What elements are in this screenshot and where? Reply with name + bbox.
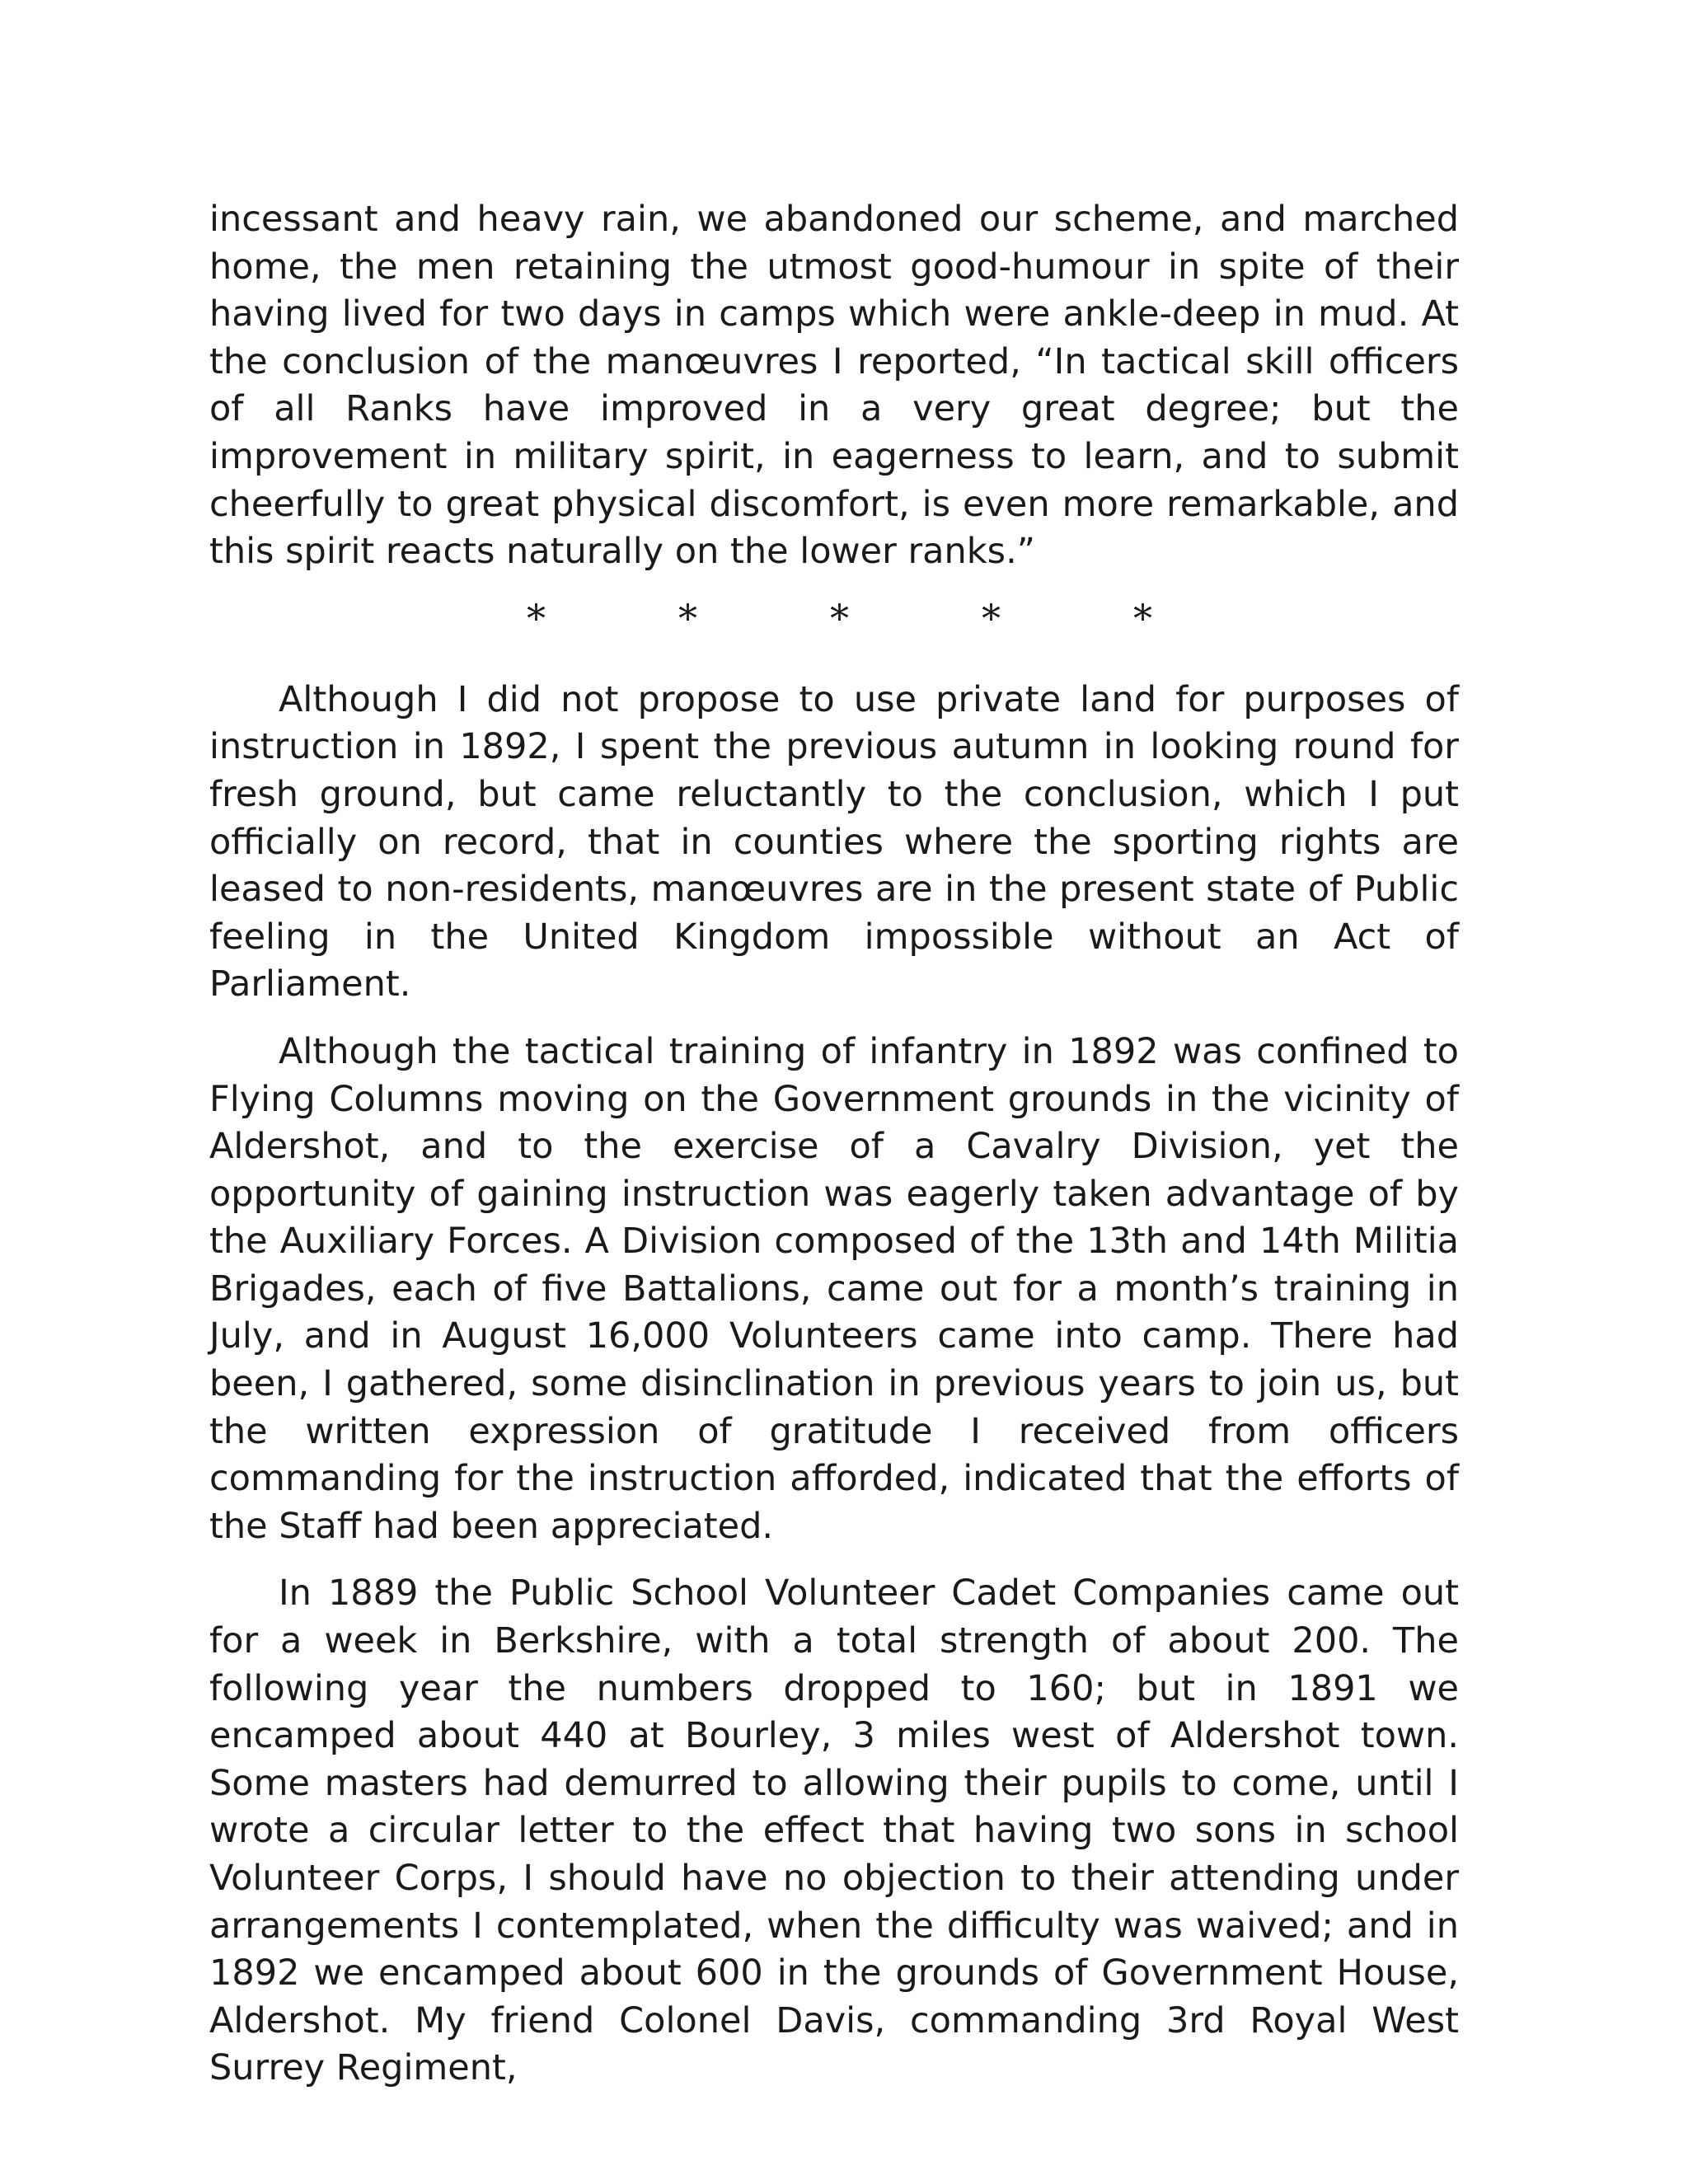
asterisk-3: * bbox=[830, 595, 849, 640]
asterisk-2: * bbox=[678, 595, 697, 640]
paragraph-2: Although I did not propose to use private land for purposes of instruction in 1892, I spent the previous autumn in looking round for fresh ground, but came reluctantly to the conclusion, which I put officially on record, that in counties where the sporting rights are leased to non-residents, manœuvres are in the present state of Public feeling in the United Kingdom impossible without an Act of Parliament. bbox=[209, 678, 1459, 1005]
asterisk-1: * bbox=[527, 595, 546, 640]
paragraph-4: In 1889 the Public School Volunteer Cadet Companies came out for a week in Berkshire, with a total strength of about 200. The following year the numbers dropped to 160; but in 1891 we encamped about 440 at Bourley, 3 miles west of Aldershot town. Some masters had demurred to allowing their pupils to come, until I wrote a circular letter to the effect that having two sons in school Volunteer Corps, I should have no objection to their attending under arrangements I contemplated, when the difficulty was waived; and in 1892 we encamped about 600 in the grounds of Government House, Aldershot. My friend Colonel Davis, commanding 3rd Royal West Surrey Regiment, bbox=[209, 1572, 1459, 2089]
paragraph-3: Although the tactical training of infantry in 1892 was confined to Flying Columns moving on the Government grounds in the vicinity of Aldershot, and to the exercise of a Cavalry Division, yet the opportunity of gaining instruction was eagerly taken advantage of by the Auxiliary Forces. A Division composed of the 13th and 14th Militia Brigades, each of five Battalions, came out for a month’s training in July, and in August 16,000 Volunteers came into camp. There had been, I gathered, some disinclination in previous years to join us, but the written expression of gratitude I received from officers commanding for the instruction afforded, indicated that the efforts of the Staff had been appreciated. bbox=[209, 1030, 1459, 1547]
asterisk-5: * bbox=[1133, 595, 1152, 640]
asterisk-4: * bbox=[982, 595, 1001, 640]
section-break bbox=[527, 594, 1459, 644]
document-page bbox=[209, 196, 1459, 2093]
paragraph-1: incessant and heavy rain, we abandoned our scheme, and marched home, the men retaining the utmost good-humour in spite of their having lived for two days in camps which were ankle-deep in mud. At the conclusion of the manœuvres I reported, “In tactical skill officers of all Ranks have improved in a very great degree; but the improvement in military spirit, in eagerness to learn, and to submit cheerfully to great physical discomfort, is even more remarkable, and this spirit reacts naturally on the lower ranks.” bbox=[209, 199, 1459, 573]
